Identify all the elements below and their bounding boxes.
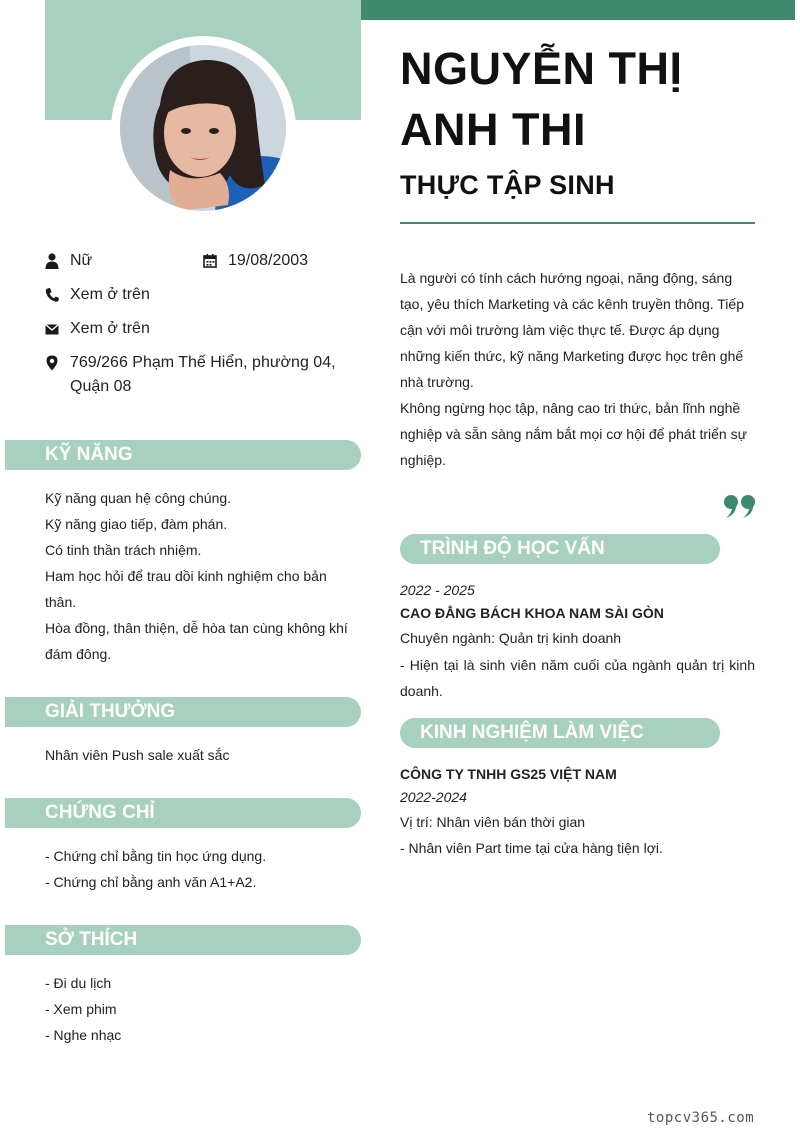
skills-heading: KỸ NĂNG (5, 440, 361, 470)
gender-text: Nữ (70, 252, 93, 269)
experience-company: CÔNG TY TNHH GS25 VIỆT NAM (400, 766, 617, 782)
birthday-text: 19/08/2003 (228, 252, 309, 269)
experience-position: Vị trí: Nhân viên bán thời gian (400, 814, 586, 830)
summary-paragraph-1: Là người có tính cách hướng ngoại, năng động, sáng tạo, yêu thích Marketing và các kênh truyền thông. Tiếp cận với môi trường làm việc thực tế. Được áp dụng những kiến thức, kỹ năng Marketing được học trên ghế nhà trường. (400, 270, 744, 390)
awards-list (45, 742, 355, 768)
email-icon (45, 321, 59, 337)
list-item: - Chứng chỉ bằng tin học ứng dụng. (45, 848, 267, 864)
certificates-list (45, 843, 355, 895)
education-heading: TRÌNH ĐỘ HỌC VẤN (400, 534, 720, 564)
experience-note: - Nhân viên Part time tại cửa hàng tiện lợi. (400, 840, 663, 856)
summary-paragraph-2: Không ngừng học tập, nâng cao tri thức, bản lĩnh nghề nghiệp và sẵn sàng nắm bắt mọi cơ hội để phát triển sự nghiệp. (400, 400, 747, 468)
title-divider (400, 222, 755, 224)
list-item: - Xem phim (45, 1001, 117, 1017)
phone-icon (45, 287, 59, 303)
skills-list (45, 485, 355, 667)
list-item: Có tinh thần trách nhiệm. (45, 542, 202, 558)
avatar-photo (120, 45, 286, 211)
user-icon (45, 253, 59, 269)
list-item: - Đi du lịch (45, 975, 112, 991)
list-item: Hòa đồng, thân thiện, dễ hòa tan cùng không khí đám đông. (45, 620, 348, 662)
address-text: 769/266 Phạm Thế Hiển, phường 04, Quận 08 (70, 354, 336, 395)
education-entry (400, 578, 755, 704)
list-item: Kỹ năng giao tiếp, đàm phán. (45, 516, 228, 532)
education-period: 2022 - 2025 (400, 582, 475, 598)
certificates-heading: CHỨNG CHỈ (5, 798, 361, 828)
avatar (120, 45, 286, 211)
list-item: Kỹ năng quan hệ công chúng. (45, 490, 232, 506)
top-accent-bar (361, 0, 795, 20)
education-school: CAO ĐẲNG BÁCH KHOA NAM SÀI GÒN (400, 605, 664, 621)
education-major: Chuyên ngành: Quản trị kinh doanh (400, 630, 622, 646)
candidate-name (400, 38, 780, 160)
summary (400, 265, 755, 473)
name-line-1: NGUYỄN THỊ (400, 43, 683, 94)
quote-icon (722, 490, 758, 520)
name-line-2: ANH THI (400, 104, 586, 155)
list-item: Ham học hỏi để trau dồi kinh nghiệm cho bản thân. (45, 568, 327, 610)
list-item: - Chứng chỉ bằng anh văn A1+A2. (45, 874, 257, 890)
education-note: - Hiện tại là sinh viên năm cuối của ngành quản trị kinh doanh. (400, 657, 755, 699)
list-item: - Nghe nhạc (45, 1027, 122, 1043)
experience-entry (400, 762, 755, 860)
calendar-icon (203, 253, 217, 269)
phone-text: Xem ở trên (70, 286, 150, 303)
list-item: Nhân viên Push sale xuất sắc (45, 747, 230, 763)
job-title: THỰC TẬP SINH (400, 170, 615, 200)
location-icon (45, 355, 59, 371)
hobbies-heading: SỞ THÍCH (5, 925, 361, 955)
footer-watermark: topcv365.com (647, 1110, 755, 1126)
email-text: Xem ở trên (70, 320, 150, 337)
hobbies-list (45, 970, 355, 1048)
experience-heading: KINH NGHIỆM LÀM VIỆC (400, 718, 720, 748)
experience-period: 2022-2024 (400, 789, 467, 805)
awards-heading: GIẢI THƯỞNG (5, 697, 361, 727)
